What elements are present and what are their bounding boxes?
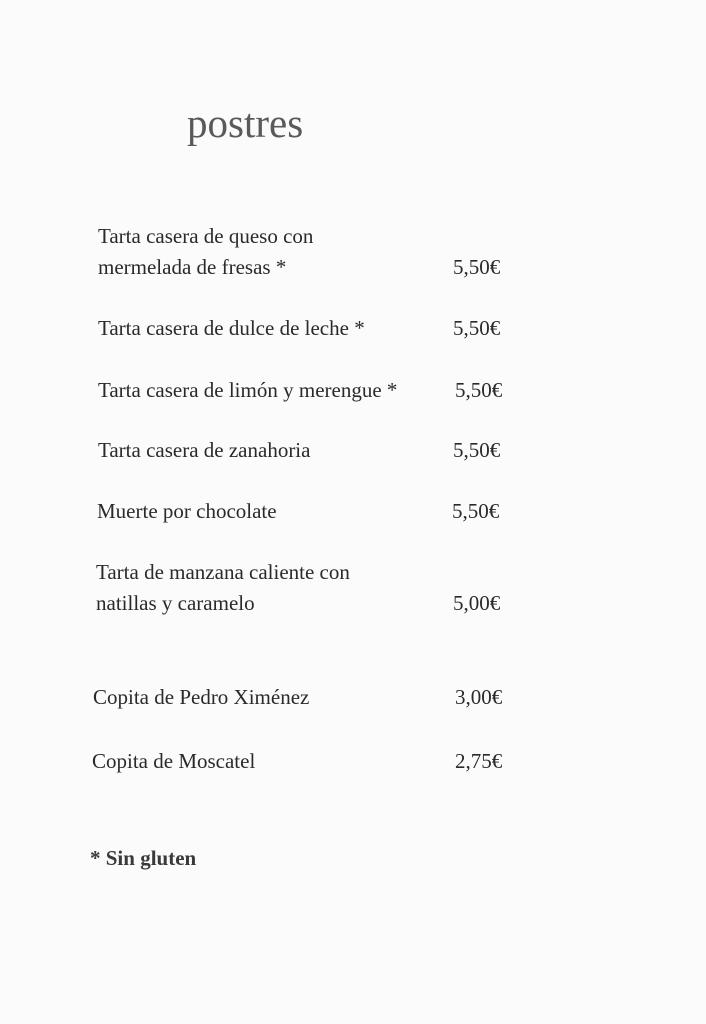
item-price: 5,00€ <box>453 591 501 615</box>
item-name-line: Tarta de manzana caliente con <box>96 560 350 584</box>
item-name-line: Tarta casera de limón y merengue * <box>98 378 398 402</box>
item-name-line: Tarta casera de zanahoria <box>98 438 311 462</box>
item-name-line: Muerte por chocolate <box>97 499 277 523</box>
gluten-free-footnote: * Sin gluten <box>90 846 197 870</box>
item-price: 5,50€ <box>453 438 501 462</box>
item-name-line: mermelada de fresas * <box>98 255 287 279</box>
item-price: 5,50€ <box>455 378 503 402</box>
item-price: 5,50€ <box>452 499 500 523</box>
item-price: 5,50€ <box>453 255 501 279</box>
item-name-line: Copita de Pedro Ximénez <box>93 685 310 709</box>
item-price: 2,75€ <box>455 749 503 773</box>
item-name-line: Tarta casera de queso con <box>98 224 314 248</box>
item-name-line: Tarta casera de dulce de leche * <box>98 316 365 340</box>
item-name-line: natillas y caramelo <box>96 591 255 615</box>
menu-title: postres <box>187 100 304 146</box>
item-name-line: Copita de Moscatel <box>92 749 256 773</box>
item-price: 5,50€ <box>453 316 501 340</box>
item-price: 3,00€ <box>455 685 503 709</box>
